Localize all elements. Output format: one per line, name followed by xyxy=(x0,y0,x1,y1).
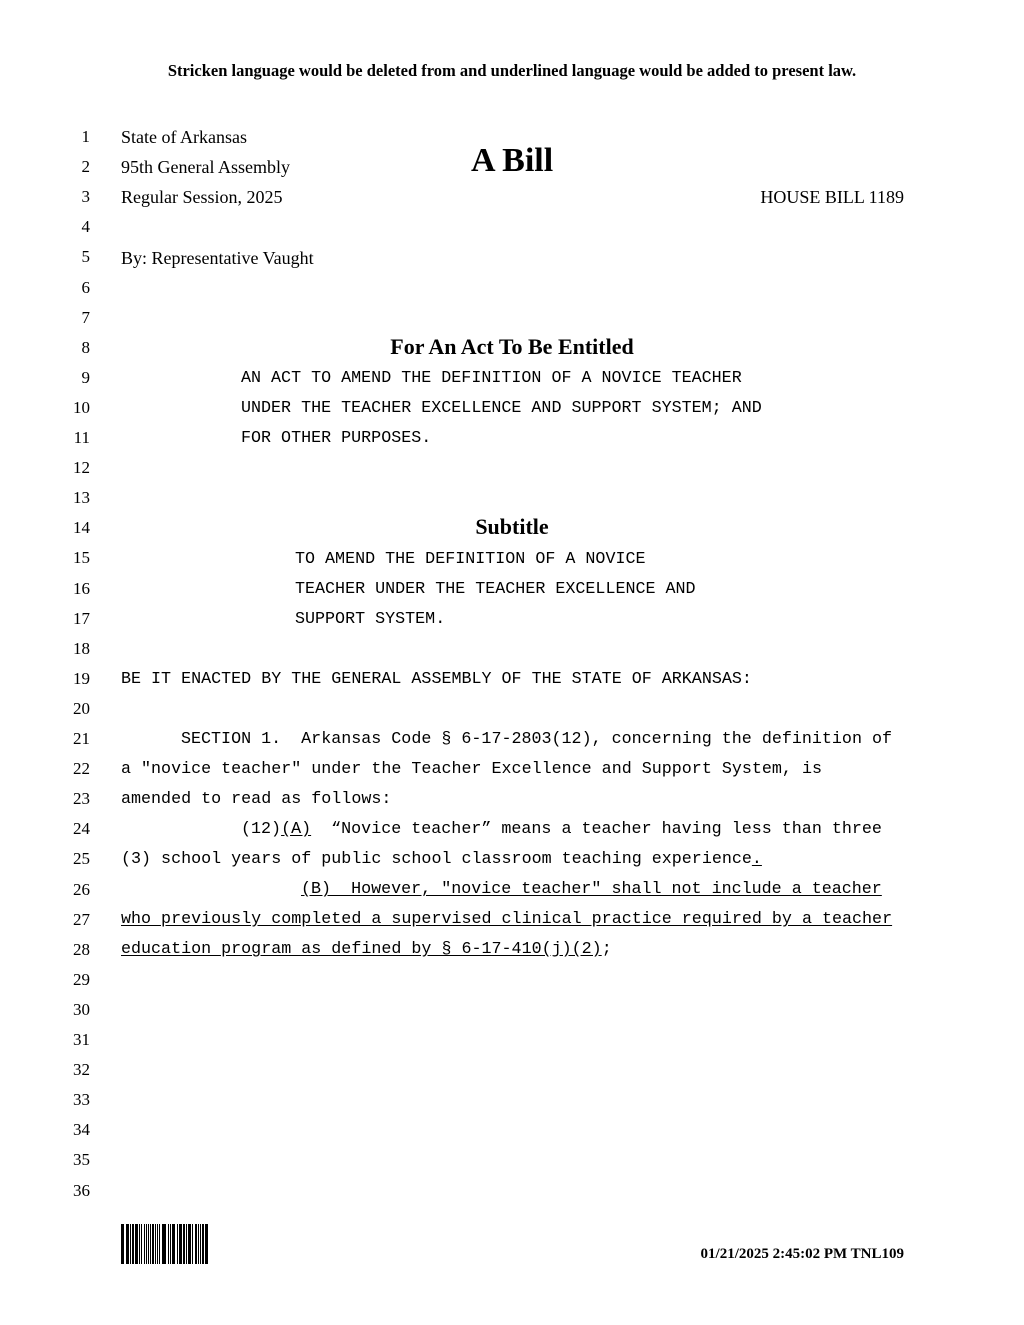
barcode-image xyxy=(121,1224,248,1264)
section-1-line-22: a "novice teacher" under the Teacher Excellence and Support System, is xyxy=(121,760,822,779)
line-number: 6 xyxy=(81,277,90,297)
subtitle-line-3: SUPPORT SYSTEM. xyxy=(295,610,446,629)
line-number: 26 xyxy=(73,879,90,899)
line-number: 13 xyxy=(73,488,90,508)
line-number: 3 xyxy=(81,187,90,207)
line-number: 2 xyxy=(81,157,90,177)
act-title-line-3: FOR OTHER PURPOSES. xyxy=(241,429,432,448)
line-number: 29 xyxy=(73,969,90,989)
added-text: (A) xyxy=(281,820,312,839)
line-number: 14 xyxy=(73,518,90,538)
enacting-clause: BE IT ENACTED BY THE GENERAL ASSEMBLY OF THE STATE OF ARKANSAS: xyxy=(121,670,752,689)
line-number: 28 xyxy=(73,939,90,959)
line-number: 22 xyxy=(73,759,90,779)
section-1-line-27-added: who previously completed a supervised clinical practice required by a teacher xyxy=(121,910,893,929)
footer-timestamp: 01/21/2025 2:45:02 PM TNL109 xyxy=(700,1246,904,1262)
line-number: 25 xyxy=(73,849,90,869)
act-title-heading: For An Act To Be Entitled xyxy=(390,334,634,359)
line-number: 4 xyxy=(81,217,90,237)
state-name: State of Arkansas xyxy=(121,127,247,147)
amendment-notice: Stricken language would be deleted from and underlined language would be added to present law. xyxy=(167,61,857,80)
line-number: 27 xyxy=(73,909,90,929)
line-number: 24 xyxy=(73,819,90,839)
line-number: 21 xyxy=(73,729,90,748)
line-number: 10 xyxy=(73,397,90,417)
line-number: 33 xyxy=(73,1090,90,1110)
line-number: 17 xyxy=(73,608,90,628)
sponsor-line: By: Representative Vaught xyxy=(121,248,314,268)
section-1-line-28 xyxy=(121,940,612,959)
section-1-line-23: amended to read as follows: xyxy=(121,790,392,809)
line-number: 30 xyxy=(73,999,90,1019)
subtitle-heading: Subtitle xyxy=(475,514,549,539)
act-title-line-2: UNDER THE TEACHER EXCELLENCE AND SUPPORT SYSTEM; AND xyxy=(241,399,762,418)
line-number: 18 xyxy=(73,638,90,658)
session-label: Regular Session, 2025 xyxy=(121,187,283,207)
line-number: 12 xyxy=(73,458,90,478)
section-1-line-21: SECTION 1. Arkansas Code § 6-17-2803(12), concerning the definition of xyxy=(181,730,893,749)
section-1-line-26-added: (B) However, "novice teacher" shall not include a teacher xyxy=(301,880,882,899)
line-number: 35 xyxy=(73,1150,90,1170)
line-end-punctuation: ; xyxy=(601,940,612,959)
line-number: 9 xyxy=(81,367,90,387)
line-number: 34 xyxy=(73,1120,90,1140)
line-number: 32 xyxy=(73,1060,90,1080)
subdivision-number: (12) xyxy=(241,820,282,839)
subtitle-line-2: TEACHER UNDER THE TEACHER EXCELLENCE AND xyxy=(295,580,696,599)
bill-number: HOUSE BILL 1189 xyxy=(760,187,904,207)
line-number: 8 xyxy=(81,337,90,357)
line-number: 20 xyxy=(73,698,90,718)
line-number: 15 xyxy=(73,548,90,568)
section-1-line-25 xyxy=(121,850,762,869)
line-number: 23 xyxy=(73,789,90,809)
line-number: 19 xyxy=(73,668,90,688)
added-text: education program as defined by § 6-17-410(j)(2) xyxy=(121,940,602,959)
section-1-line-24 xyxy=(241,820,882,839)
act-title-line-1: AN ACT TO AMEND THE DEFINITION OF A NOVICE TEACHER xyxy=(241,369,742,388)
document-type-title: A Bill xyxy=(471,142,554,179)
line-number: 7 xyxy=(81,307,90,327)
added-text: . xyxy=(751,850,762,869)
line-number: 1 xyxy=(81,127,90,146)
line-number: 16 xyxy=(73,578,90,598)
general-assembly: 95th General Assembly xyxy=(121,157,290,177)
definition-text: (3) school years of public school classroom teaching experience xyxy=(121,850,752,869)
line-number: 5 xyxy=(81,247,90,267)
definition-text: “Novice teacher” means a teacher having less than three xyxy=(311,820,882,839)
line-number: 36 xyxy=(73,1180,90,1200)
line-number: 31 xyxy=(73,1030,90,1049)
subtitle-line-1: TO AMEND THE DEFINITION OF A NOVICE xyxy=(295,550,646,569)
line-number: 11 xyxy=(73,428,90,447)
